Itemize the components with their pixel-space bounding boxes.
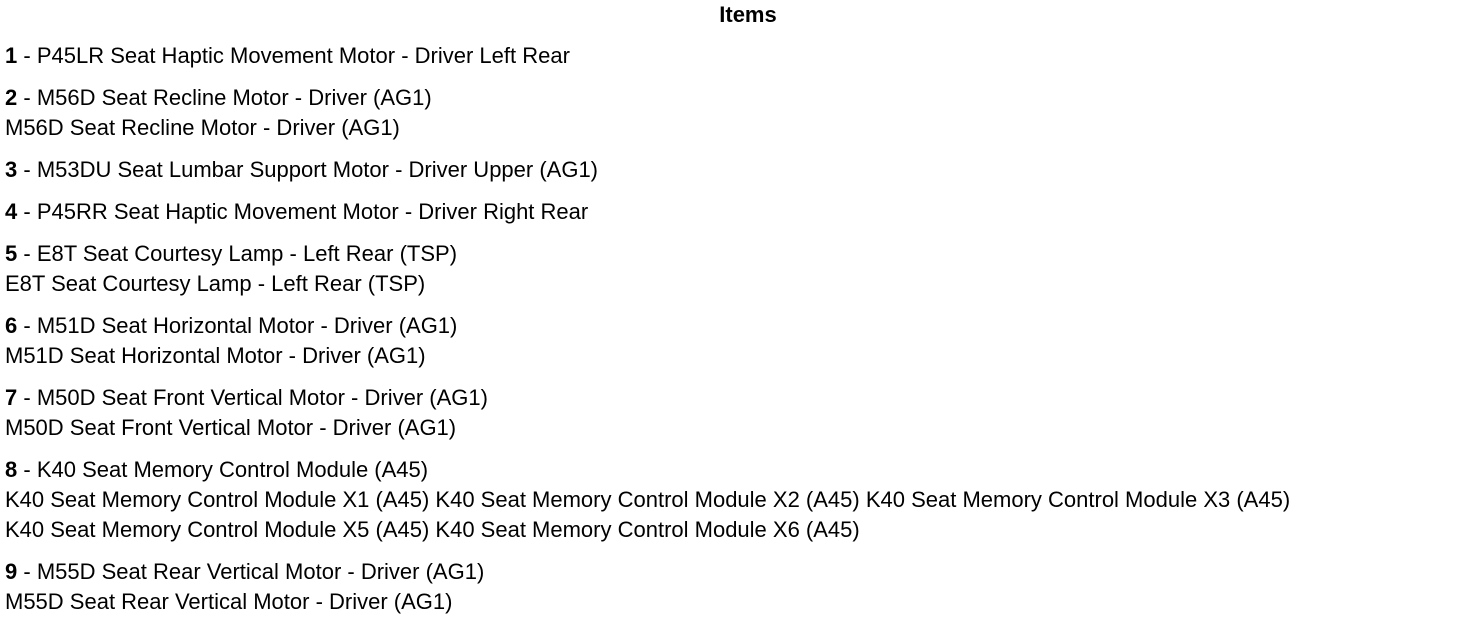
legend-item (5, 383, 1470, 443)
legend-item-number: 7 (5, 385, 18, 410)
legend-item (5, 557, 1470, 617)
legend-item (5, 83, 1470, 143)
legend-item-detail: E8T Seat Courtesy Lamp - Left Rear (TSP) (5, 271, 426, 296)
legend-item-heading-line (5, 155, 1470, 185)
legend-item-detail: M51D Seat Horizontal Motor - Driver (AG1) (5, 343, 426, 368)
legend-item-heading: K40 Seat Memory Control Module (A45) (36, 457, 429, 482)
legend-item-separator: - (17, 385, 37, 410)
legend-item-separator: - (17, 43, 37, 68)
legend-item (5, 197, 1470, 227)
legend-item-heading-line (5, 557, 1470, 587)
legend-item-heading: M55D Seat Rear Vertical Motor - Driver (AG1) (36, 559, 485, 584)
legend-item-heading: M56D Seat Recline Motor - Driver (AG1) (36, 85, 432, 110)
legend-item-separator: - (17, 85, 37, 110)
legend-item-number: 1 (5, 43, 18, 68)
legend-item-number: 9 (5, 559, 18, 584)
legend-item-heading: P45RR Seat Haptic Movement Motor - Driver Right Rear (36, 199, 589, 224)
legend-item-heading: P45LR Seat Haptic Movement Motor - Driver Left Rear (36, 43, 570, 68)
legend-item-separator: - (17, 199, 37, 224)
legend-item (5, 41, 1470, 71)
legend-item-heading: M51D Seat Horizontal Motor - Driver (AG1) (36, 313, 458, 338)
legend-item (5, 311, 1470, 371)
legend-item-detail: M56D Seat Recline Motor - Driver (AG1) (5, 115, 400, 140)
legend-item-heading-line (5, 383, 1470, 413)
legend-item-separator: - (17, 313, 37, 338)
legend-item-number: 4 (5, 199, 18, 224)
legend-item-separator: - (17, 559, 37, 584)
legend-item-number: 5 (5, 241, 18, 266)
legend-item-number: 3 (5, 157, 18, 182)
legend-item-heading-line (5, 41, 1470, 71)
legend-title: Items (719, 2, 777, 27)
legend-item-detail: K40 Seat Memory Control Module X1 (A45) K40 Seat Memory Control Module X2 (A45) K40 Seat Memory Control Module X3 (A45) (5, 487, 1291, 512)
legend-item-heading-line (5, 311, 1470, 341)
legend-item (5, 239, 1470, 299)
items-list (5, 41, 1470, 629)
legend-item-heading-line (5, 197, 1470, 227)
legend-item-heading-line (5, 455, 1470, 485)
legend-item-heading: M53DU Seat Lumbar Support Motor - Driver Upper (AG1) (36, 157, 599, 182)
legend-item-number: 8 (5, 457, 18, 482)
legend-item-number: 6 (5, 313, 18, 338)
legend-item-separator: - (17, 457, 37, 482)
legend-item (5, 155, 1470, 185)
legend-item-detail: K40 Seat Memory Control Module X5 (A45) K40 Seat Memory Control Module X6 (A45) (5, 517, 860, 542)
legend-item-separator: - (17, 157, 37, 182)
legend-item-separator: - (17, 241, 37, 266)
legend-item-heading: M50D Seat Front Vertical Motor - Driver (AG1) (36, 385, 488, 410)
legend-item-number: 2 (5, 85, 18, 110)
legend-item (5, 455, 1470, 545)
legend-item-detail: M50D Seat Front Vertical Motor - Driver (AG1) (5, 415, 457, 440)
legend-item-heading: E8T Seat Courtesy Lamp - Left Rear (TSP) (36, 241, 458, 266)
legend-item-detail: M55D Seat Rear Vertical Motor - Driver (AG1) (5, 589, 453, 614)
legend-item-heading-line (5, 83, 1470, 113)
legend-item-heading-line (5, 239, 1470, 269)
